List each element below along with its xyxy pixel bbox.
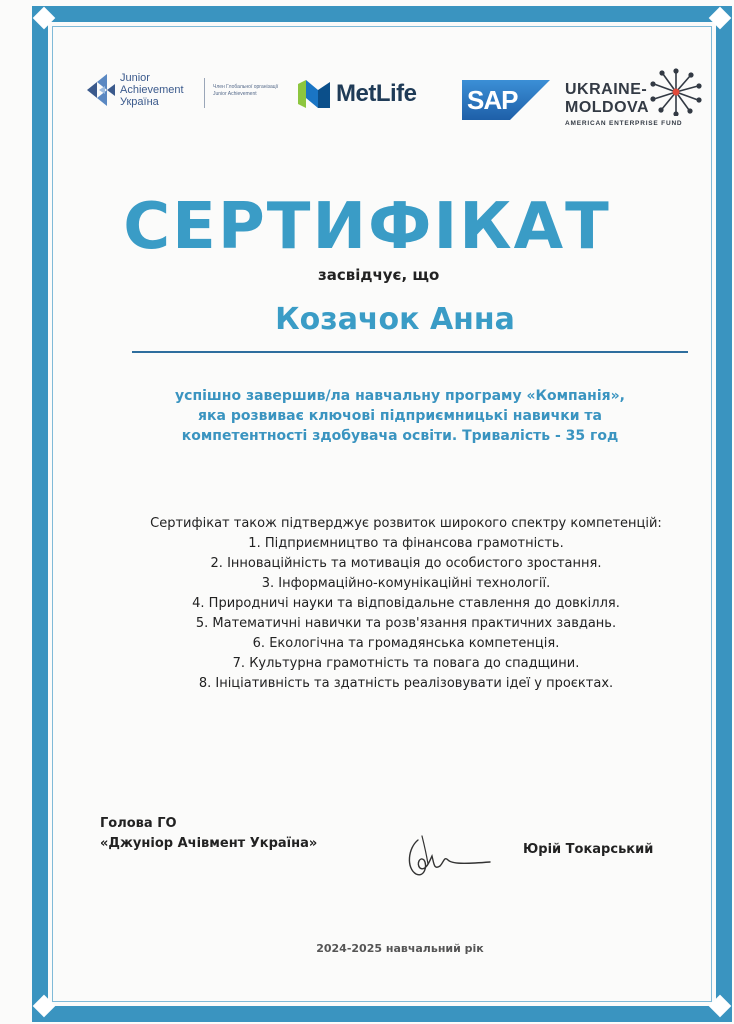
sap-wordmark: SAP xyxy=(467,85,518,115)
head-position xyxy=(100,814,317,854)
competency-item: 1. Підприємництво та фінансова грамотність. xyxy=(248,536,564,551)
competency-item: 8. Ініціативність та здатність реалізовувати ідеї у проєктах. xyxy=(198,676,614,691)
certificate-title: СЕРТИФІКАТ xyxy=(123,190,611,264)
certifies-text: засвідчує, що xyxy=(318,266,440,284)
competency-item: 4. Природничі науки та відповідальне ставлення до довкілля. xyxy=(192,596,620,611)
competency-item: 7. Культурна грамотність та повага до спадщини. xyxy=(232,656,580,671)
sponsor-logos xyxy=(85,64,710,134)
signer-name: Юрій Токарський xyxy=(523,842,654,857)
competencies-intro: Сертифікат також підтверджує розвиток широкого спектру компетенцій: xyxy=(150,516,662,531)
ja-name-line-2: Achievement xyxy=(120,84,184,96)
logo-divider xyxy=(204,78,205,108)
ja-name-line-3: Україна xyxy=(120,96,159,108)
metlife-logo xyxy=(298,80,417,108)
umf-subtitle: AMERICAN ENTERPRISE FUND xyxy=(565,120,683,127)
completion-statement xyxy=(140,386,660,446)
competency-item: 6. Екологічна та громадянська компетенція. xyxy=(252,636,560,651)
ja-name-line-1: Junior xyxy=(120,72,150,84)
completion-line: компетентності здобувача освіти. Тривалість - 35 год xyxy=(181,428,619,444)
ja-triangles-icon xyxy=(85,72,115,108)
umf-line-2: MOLDOVA xyxy=(565,99,650,116)
competency-item: 3. Інформаційно-комунікаційні технології. xyxy=(261,576,551,591)
head-position-line-1: Голова ГО xyxy=(100,816,177,831)
head-position-line-2: «Джуніор Ачівмент Україна» xyxy=(100,836,318,851)
metlife-wordmark: MetLife xyxy=(336,80,417,107)
ukraine-moldova-fund-logo xyxy=(565,68,710,128)
starburst-icon xyxy=(647,68,705,116)
sap-logo xyxy=(462,80,550,120)
competency-item: 5. Математичні навички та розв'язання практичних завдань. xyxy=(195,616,617,631)
handwritten-signature xyxy=(404,830,494,882)
name-underline xyxy=(132,351,688,353)
competencies-list xyxy=(96,514,716,694)
completion-line: яка розвиває ключові підприємницькі навички та xyxy=(198,408,602,424)
competency-item: 2. Інноваційність та мотивація до особистого зростання. xyxy=(210,556,602,571)
completion-line: успішно завершив/ла навчальну програму «Компанія», xyxy=(175,388,625,404)
metlife-mark-icon xyxy=(298,80,330,108)
umf-line-1: UKRAINE- xyxy=(565,81,648,98)
junior-achievement-logo xyxy=(85,72,184,108)
academic-year: 2024-2025 навчальний рік xyxy=(316,942,484,955)
ja-membership-note: Член Глобальної організації Junior Achievement xyxy=(213,84,279,97)
recipient-name: Козачок Анна xyxy=(275,302,515,337)
